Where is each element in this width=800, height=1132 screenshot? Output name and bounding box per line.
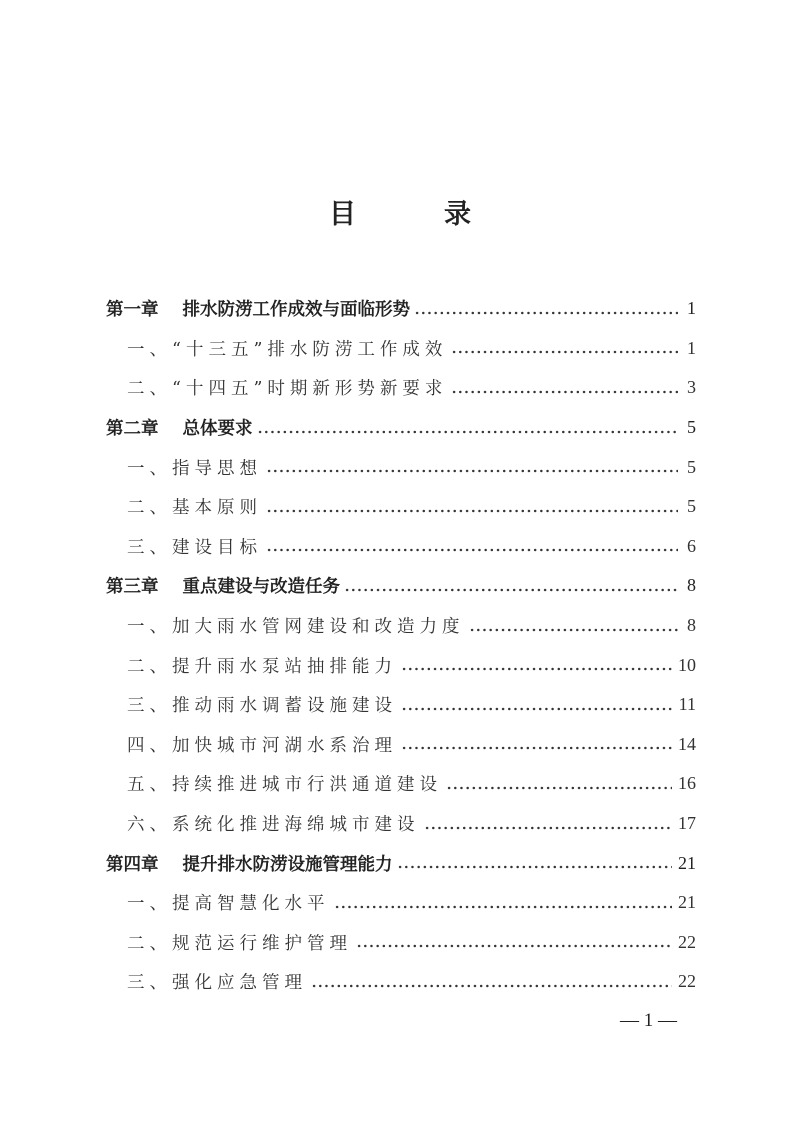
dot-leader	[401, 746, 672, 750]
entry-page-number: 5	[687, 417, 696, 438]
dot-leader	[311, 984, 672, 988]
dot-leader	[257, 430, 679, 434]
page-title	[0, 192, 800, 231]
entry-title: 四、加快城市河湖水系治理	[127, 735, 397, 756]
entry-title: 六、系统化推进海绵城市建设	[127, 815, 420, 836]
table-of-contents	[106, 289, 696, 1002]
entry-page-number: 22	[678, 931, 696, 952]
toc-chapter-entry[interactable]	[106, 566, 696, 606]
dot-leader	[424, 826, 673, 830]
toc-section-entry[interactable]	[106, 527, 696, 567]
entry-page-number: 17	[678, 813, 696, 834]
dot-leader	[451, 350, 678, 354]
dot-leader	[469, 628, 679, 632]
entry-title: 一、提高智慧化水平	[127, 894, 330, 915]
entry-page-number: 1	[687, 337, 696, 358]
toc-section-entry[interactable]	[106, 804, 696, 844]
toc-chapter-entry[interactable]	[106, 843, 696, 883]
toc-chapter-entry[interactable]	[106, 408, 696, 448]
entry-title: 总体要求	[182, 419, 253, 440]
entry-page-number: 8	[687, 575, 696, 596]
entry-page-number: 16	[678, 773, 696, 794]
toc-section-entry[interactable]	[106, 368, 696, 408]
title-char: 录	[444, 199, 471, 230]
toc-section-entry[interactable]	[106, 606, 696, 646]
entry-page-number: 10	[678, 654, 696, 675]
toc-chapter-entry[interactable]	[106, 289, 696, 329]
chapter-number: 第四章	[106, 854, 159, 875]
toc-section-entry[interactable]	[106, 329, 696, 369]
toc-section-entry[interactable]	[106, 883, 696, 923]
toc-section-entry[interactable]	[106, 645, 696, 685]
entry-title: 二、“十四五”时期新形势新要求	[127, 379, 448, 400]
entry-title: 三、推动雨水调蓄设施建设	[127, 696, 397, 717]
toc-section-entry[interactable]	[106, 923, 696, 963]
entry-title: 五、持续推进城市行洪通道建设	[127, 775, 442, 796]
dot-leader	[266, 469, 678, 473]
entry-title: 一、加大雨水管网建设和改造力度	[127, 617, 465, 638]
entry-title: 二、提升雨水泵站抽排能力	[127, 656, 397, 677]
entry-page-number: 21	[678, 852, 696, 873]
chapter-number: 第一章	[106, 300, 159, 321]
entry-page-number: 14	[678, 733, 696, 754]
entry-title: 一、指导思想	[127, 458, 262, 479]
entry-title: 提升排水防涝设施管理能力	[182, 854, 393, 875]
dot-leader	[334, 905, 673, 909]
entry-title: 三、强化应急管理	[127, 973, 307, 994]
entry-title: 排水防涝工作成效与面临形势	[182, 300, 410, 321]
entry-page-number: 6	[687, 535, 696, 556]
dot-leader	[401, 667, 672, 671]
toc-section-entry[interactable]	[106, 685, 696, 725]
dot-leader	[356, 944, 672, 948]
dot-leader	[397, 865, 673, 869]
entry-title: 三、建设目标	[127, 537, 262, 558]
entry-page-number: 3	[687, 377, 696, 398]
toc-section-entry[interactable]	[106, 764, 696, 804]
toc-section-entry[interactable]	[106, 447, 696, 487]
toc-section-entry[interactable]	[106, 962, 696, 1002]
dot-leader	[344, 588, 678, 592]
entry-page-number: 21	[678, 892, 696, 913]
title-char: 目	[329, 199, 356, 230]
entry-page-number: 5	[687, 456, 696, 477]
entry-page-number: 5	[687, 496, 696, 517]
entry-title: 一、“十三五”排水防涝工作成效	[127, 339, 448, 360]
toc-section-entry[interactable]	[106, 725, 696, 765]
entry-title: 重点建设与改造任务	[182, 577, 340, 598]
dot-leader	[451, 390, 678, 394]
dot-leader	[414, 311, 678, 315]
dot-leader	[266, 548, 678, 552]
entry-title: 二、规范运行维护管理	[127, 933, 352, 954]
dot-leader	[401, 707, 673, 711]
chapter-number: 第三章	[106, 577, 159, 598]
dot-leader	[266, 509, 678, 513]
entry-page-number: 22	[678, 971, 696, 992]
chapter-number: 第二章	[106, 419, 159, 440]
entry-page-number: 8	[687, 615, 696, 636]
page-number: — 1 —	[620, 1010, 677, 1031]
dot-leader	[446, 786, 672, 790]
entry-page-number: 1	[687, 298, 696, 319]
entry-page-number: 11	[678, 694, 696, 715]
entry-title: 二、基本原则	[127, 498, 262, 519]
toc-section-entry[interactable]	[106, 487, 696, 527]
